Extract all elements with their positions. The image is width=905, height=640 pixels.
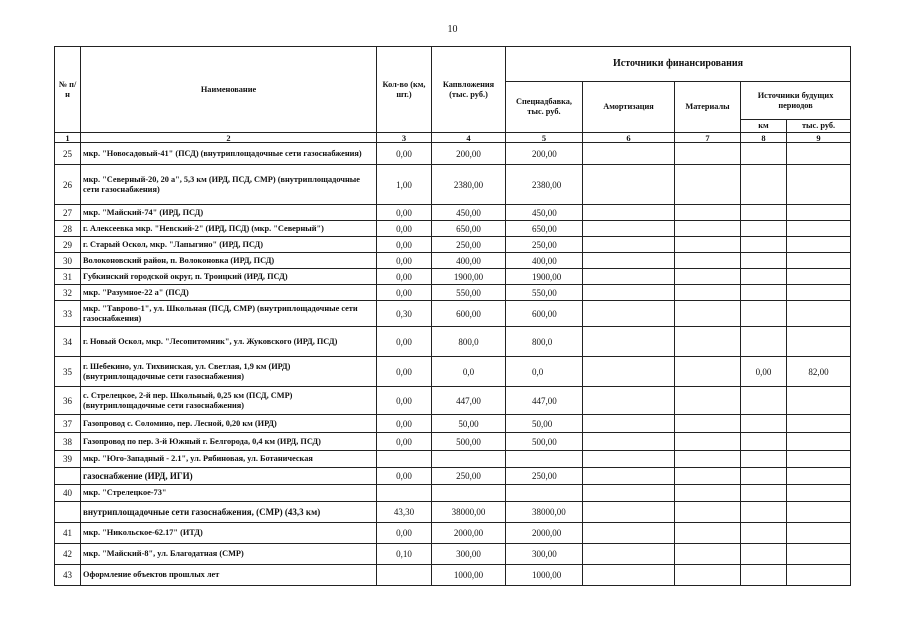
row-materials xyxy=(675,269,741,285)
row-capex: 600,00 xyxy=(432,301,506,327)
row-special: 447,00 xyxy=(506,387,583,415)
row-special: 550,00 xyxy=(506,285,583,301)
row-name: Оформление объектов прошлых лет xyxy=(81,565,377,586)
row-name: мкр. "Никольское-62.17" (ИТД) xyxy=(81,523,377,544)
row-capex: 800,0 xyxy=(432,327,506,357)
row-number: 27 xyxy=(55,205,81,221)
row-number xyxy=(55,502,81,523)
row-capex: 2380,00 xyxy=(432,165,506,205)
col-index: 8 xyxy=(741,133,787,143)
row-number: 41 xyxy=(55,523,81,544)
row-name: мкр. "Майский-74" (ИРД, ПСД) xyxy=(81,205,377,221)
row-km xyxy=(741,143,787,165)
row-name: г. Старый Оскол, мкр. "Лапыгино" (ИРД, ПСД) xyxy=(81,237,377,253)
row-special: 50,00 xyxy=(506,415,583,433)
row-amort xyxy=(583,468,675,485)
row-capex xyxy=(432,451,506,468)
row-rub xyxy=(787,523,851,544)
row-rub xyxy=(787,205,851,221)
table-row xyxy=(55,523,851,544)
row-name: мкр. "Таврово-1", ул. Школьная (ПСД, СМР) (внутриплощадочные сети газоснабжения) xyxy=(81,301,377,327)
row-km xyxy=(741,301,787,327)
row-qty: 0,00 xyxy=(377,415,432,433)
row-qty: 1,00 xyxy=(377,165,432,205)
row-rub xyxy=(787,468,851,485)
row-km xyxy=(741,165,787,205)
row-number: 37 xyxy=(55,415,81,433)
row-amort xyxy=(583,253,675,269)
row-materials xyxy=(675,415,741,433)
row-qty: 0,00 xyxy=(377,327,432,357)
row-rub xyxy=(787,433,851,451)
header-amort: Амортизация xyxy=(583,82,675,133)
table-row xyxy=(55,502,851,523)
row-name: г. Новый Оскол, мкр. "Лесопитомник", ул. Жуковского (ИРД, ПСД) xyxy=(81,327,377,357)
row-materials xyxy=(675,143,741,165)
row-special: 1900,00 xyxy=(506,269,583,285)
row-amort xyxy=(583,357,675,387)
row-qty xyxy=(377,565,432,586)
row-rub xyxy=(787,253,851,269)
row-qty: 0,00 xyxy=(377,523,432,544)
row-amort xyxy=(583,451,675,468)
header-num: № п/н xyxy=(55,47,81,133)
row-capex: 400,00 xyxy=(432,253,506,269)
row-special: 800,0 xyxy=(506,327,583,357)
row-amort xyxy=(583,221,675,237)
row-amort xyxy=(583,327,675,357)
table-row xyxy=(55,327,851,357)
row-materials xyxy=(675,301,741,327)
row-amort xyxy=(583,565,675,586)
row-rub xyxy=(787,143,851,165)
row-km xyxy=(741,387,787,415)
row-qty: 0,00 xyxy=(377,269,432,285)
row-capex: 50,00 xyxy=(432,415,506,433)
row-rub xyxy=(787,451,851,468)
row-km xyxy=(741,253,787,269)
row-number xyxy=(55,468,81,485)
table-row xyxy=(55,433,851,451)
row-qty: 0,00 xyxy=(377,285,432,301)
row-km xyxy=(741,237,787,253)
row-special: 2000,00 xyxy=(506,523,583,544)
row-rub xyxy=(787,237,851,253)
row-special: 250,00 xyxy=(506,237,583,253)
row-name: мкр. "Стрелецкое-73" xyxy=(81,485,377,502)
row-name: Газопровод с. Соломино, пер. Лесной, 0,20 км (ИРД) xyxy=(81,415,377,433)
row-name: внутриплощадочные сети газоснабжения, (СМР) (43,3 км) xyxy=(81,502,377,523)
row-qty: 0,00 xyxy=(377,387,432,415)
row-amort xyxy=(583,165,675,205)
row-capex: 550,00 xyxy=(432,285,506,301)
row-name: мкр. "Новосадовый-41" (ПСД) (внутриплощадочные сети газоснабжения) xyxy=(81,143,377,165)
row-special: 38000,00 xyxy=(506,502,583,523)
header-future: Источники будущих периодов xyxy=(741,82,851,120)
row-amort xyxy=(583,269,675,285)
row-km xyxy=(741,565,787,586)
row-number: 42 xyxy=(55,544,81,565)
table-row xyxy=(55,143,851,165)
row-qty: 0,00 xyxy=(377,357,432,387)
row-capex: 0,0 xyxy=(432,357,506,387)
row-rub xyxy=(787,327,851,357)
row-capex: 1900,00 xyxy=(432,269,506,285)
row-number: 31 xyxy=(55,269,81,285)
row-qty: 0,00 xyxy=(377,221,432,237)
row-capex: 650,00 xyxy=(432,221,506,237)
row-rub xyxy=(787,565,851,586)
row-name: Губкинский городской округ, п. Троицкий (ИРД, ПСД) xyxy=(81,269,377,285)
row-capex: 250,00 xyxy=(432,468,506,485)
row-special xyxy=(506,451,583,468)
row-special: 1000,00 xyxy=(506,565,583,586)
row-qty: 0,00 xyxy=(377,468,432,485)
row-number: 35 xyxy=(55,357,81,387)
row-amort xyxy=(583,387,675,415)
row-rub xyxy=(787,502,851,523)
row-rub xyxy=(787,301,851,327)
row-qty: 0,00 xyxy=(377,237,432,253)
row-rub: 82,00 xyxy=(787,357,851,387)
col-index: 9 xyxy=(787,133,851,143)
table-row xyxy=(55,205,851,221)
header-capex: Капвложения (тыс. руб.) xyxy=(432,47,506,133)
table-row xyxy=(55,544,851,565)
row-special: 250,00 xyxy=(506,468,583,485)
row-qty: 0,00 xyxy=(377,205,432,221)
col-index: 1 xyxy=(55,133,81,143)
row-materials xyxy=(675,357,741,387)
table-row xyxy=(55,165,851,205)
row-amort xyxy=(583,502,675,523)
row-qty xyxy=(377,451,432,468)
row-km xyxy=(741,523,787,544)
col-index: 7 xyxy=(675,133,741,143)
row-rub xyxy=(787,165,851,205)
row-qty: 0,00 xyxy=(377,433,432,451)
row-qty: 0,10 xyxy=(377,544,432,565)
column-index-row xyxy=(55,133,851,143)
table-row xyxy=(55,285,851,301)
row-number: 32 xyxy=(55,285,81,301)
table-row xyxy=(55,221,851,237)
row-capex: 2000,00 xyxy=(432,523,506,544)
row-rub xyxy=(787,415,851,433)
row-number: 26 xyxy=(55,165,81,205)
row-km xyxy=(741,327,787,357)
row-materials xyxy=(675,502,741,523)
row-rub xyxy=(787,285,851,301)
row-number: 29 xyxy=(55,237,81,253)
row-name: г. Алексеевка мкр. "Невский-2" (ИРД, ПСД) (мкр. "Северный") xyxy=(81,221,377,237)
row-number: 25 xyxy=(55,143,81,165)
row-capex: 38000,00 xyxy=(432,502,506,523)
row-capex xyxy=(432,485,506,502)
row-amort xyxy=(583,485,675,502)
row-capex: 200,00 xyxy=(432,143,506,165)
table-row xyxy=(55,468,851,485)
col-index: 5 xyxy=(506,133,583,143)
row-materials xyxy=(675,451,741,468)
header-special: Спецнадбавка, тыс. руб. xyxy=(506,82,583,133)
row-km: 0,00 xyxy=(741,357,787,387)
row-amort xyxy=(583,285,675,301)
row-materials xyxy=(675,523,741,544)
row-number: 28 xyxy=(55,221,81,237)
row-qty xyxy=(377,485,432,502)
table-row xyxy=(55,565,851,586)
table-row xyxy=(55,451,851,468)
row-qty: 0,00 xyxy=(377,253,432,269)
row-rub xyxy=(787,387,851,415)
row-qty: 0,00 xyxy=(377,143,432,165)
row-special xyxy=(506,485,583,502)
row-km xyxy=(741,205,787,221)
row-special: 450,00 xyxy=(506,205,583,221)
row-amort xyxy=(583,143,675,165)
table-row xyxy=(55,357,851,387)
col-index: 6 xyxy=(583,133,675,143)
row-number: 43 xyxy=(55,565,81,586)
row-km xyxy=(741,468,787,485)
row-name: Газопровод по пер. 3-й Южный г. Белгорода, 0,4 км (ИРД, ПСД) xyxy=(81,433,377,451)
row-capex: 500,00 xyxy=(432,433,506,451)
row-name: г. Шебекино, ул. Тихвинская, ул. Светлая, 1,9 км (ИРД) (внутриплощадочные сети газоснабжения) xyxy=(81,357,377,387)
col-index: 3 xyxy=(377,133,432,143)
table-row xyxy=(55,269,851,285)
header-km: км xyxy=(741,120,787,133)
row-number: 30 xyxy=(55,253,81,269)
header-materials: Материалы xyxy=(675,82,741,133)
table-row xyxy=(55,387,851,415)
row-qty: 0,30 xyxy=(377,301,432,327)
row-number: 39 xyxy=(55,451,81,468)
row-amort xyxy=(583,205,675,221)
row-materials xyxy=(675,565,741,586)
row-special: 200,00 xyxy=(506,143,583,165)
row-km xyxy=(741,269,787,285)
table-row xyxy=(55,301,851,327)
row-name: мкр. "Майский-8", ул. Благодатная (СМР) xyxy=(81,544,377,565)
row-materials xyxy=(675,253,741,269)
row-name: мкр. "Северный-20, 20 а", 5,3 км (ИРД, ПСД, СМР) (внутриплощадочные сети газоснабжения) xyxy=(81,165,377,205)
financing-table xyxy=(54,46,851,586)
row-qty: 43,30 xyxy=(377,502,432,523)
col-index: 4 xyxy=(432,133,506,143)
row-special: 300,00 xyxy=(506,544,583,565)
table-row xyxy=(55,253,851,269)
row-km xyxy=(741,433,787,451)
row-materials xyxy=(675,237,741,253)
row-materials xyxy=(675,327,741,357)
row-amort xyxy=(583,544,675,565)
table-row xyxy=(55,415,851,433)
col-index: 2 xyxy=(81,133,377,143)
row-km xyxy=(741,415,787,433)
row-amort xyxy=(583,433,675,451)
table-row xyxy=(55,237,851,253)
row-special: 500,00 xyxy=(506,433,583,451)
table-row xyxy=(55,485,851,502)
row-capex: 300,00 xyxy=(432,544,506,565)
row-capex: 450,00 xyxy=(432,205,506,221)
row-number: 36 xyxy=(55,387,81,415)
row-rub xyxy=(787,269,851,285)
row-number: 40 xyxy=(55,485,81,502)
row-name: с. Стрелецкое, 2-й пер. Школьный, 0,25 км (ПСД, СМР) (внутриплощадочные сети газоснабжения) xyxy=(81,387,377,415)
header-name: Наименование xyxy=(81,47,377,133)
row-special: 600,00 xyxy=(506,301,583,327)
row-name: мкр. "Разумное-22 а" (ПСД) xyxy=(81,285,377,301)
row-number: 33 xyxy=(55,301,81,327)
row-name: газоснабжение (ИРД, ИГИ) xyxy=(81,468,377,485)
header-rub: тыс. руб. xyxy=(787,120,851,133)
row-rub xyxy=(787,485,851,502)
row-special: 650,00 xyxy=(506,221,583,237)
row-special: 400,00 xyxy=(506,253,583,269)
row-number: 34 xyxy=(55,327,81,357)
row-km xyxy=(741,285,787,301)
row-amort xyxy=(583,237,675,253)
row-capex: 250,00 xyxy=(432,237,506,253)
row-name: мкр. "Юго-Западный - 2.1", ул. Рябиновая, ул. Ботаническая xyxy=(81,451,377,468)
row-materials xyxy=(675,165,741,205)
row-materials xyxy=(675,285,741,301)
row-rub xyxy=(787,221,851,237)
row-amort xyxy=(583,301,675,327)
row-materials xyxy=(675,205,741,221)
header-qty: Кол-во (км, шт.) xyxy=(377,47,432,133)
page-number: 10 xyxy=(447,24,458,35)
row-capex: 447,00 xyxy=(432,387,506,415)
row-materials xyxy=(675,387,741,415)
row-km xyxy=(741,502,787,523)
row-km xyxy=(741,451,787,468)
row-km xyxy=(741,485,787,502)
row-materials xyxy=(675,221,741,237)
row-rub xyxy=(787,544,851,565)
row-amort xyxy=(583,415,675,433)
row-special: 2380,00 xyxy=(506,165,583,205)
row-name: Волоконовский район, п. Волоконовка (ИРД, ПСД) xyxy=(81,253,377,269)
row-km xyxy=(741,544,787,565)
row-number: 38 xyxy=(55,433,81,451)
header-sources: Источники финансирования xyxy=(506,47,851,82)
row-materials xyxy=(675,468,741,485)
row-amort xyxy=(583,523,675,544)
row-km xyxy=(741,221,787,237)
row-materials xyxy=(675,433,741,451)
row-special: 0,0 xyxy=(506,357,583,387)
row-materials xyxy=(675,544,741,565)
row-capex: 1000,00 xyxy=(432,565,506,586)
row-materials xyxy=(675,485,741,502)
